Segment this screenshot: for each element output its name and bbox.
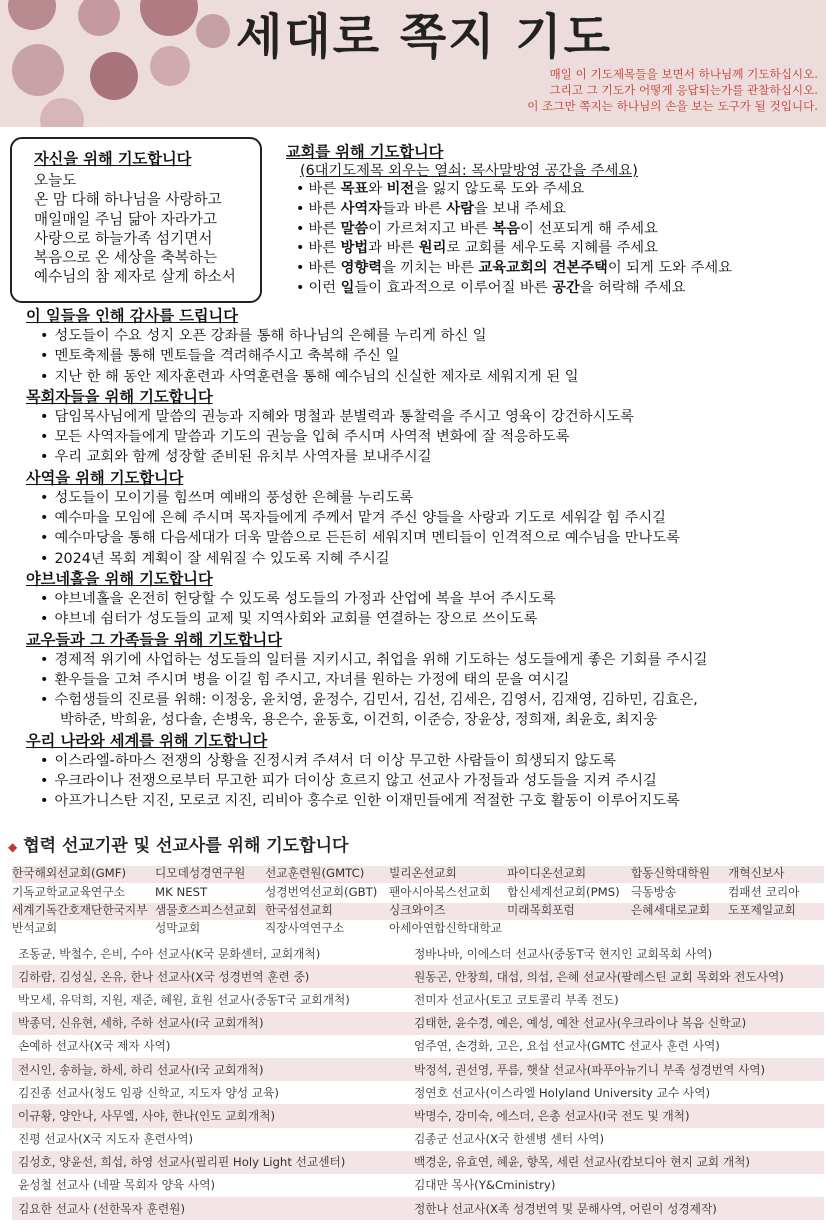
subtitle-line: 이 조그만 쪽지는 하나님의 손을 보는 도구가 될 것입니다. <box>527 99 818 113</box>
church-item: • 바른 목표와 비전을 잃지 않도록 도와 주세요 <box>296 180 821 200</box>
church-item: • 바른 방법과 바른 원리로 교회를 세우도록 지혜를 주세요 <box>296 239 821 259</box>
missionary-row: 김하람, 김성실, 온유, 한나 선교사(X국 성경번역 훈련 중) 원동곤, 안창희, 대섭, 의섭, 은혜 선교사(팔레스틴 교회 목회와 전도사역) <box>12 965 824 988</box>
list-item: • 환우들을 고쳐 주시며 병을 이길 힘 주시고, 자녀를 원하는 가정에 태의 문을 여시길 <box>40 670 821 690</box>
org-name: 컴패션 코리아 <box>728 884 800 899</box>
missionary-row: 손예하 선교사(X국 제자 사역) 엄주연, 손경화, 고은, 요섭 선교사(GMTC 선교사 훈련 사역) <box>18 1039 720 1054</box>
missionary-row: 김요한 선교사 (선한목자 훈련원) 정한나 선교사(X족 성경번역 및 문해사역, 어린이 성경제작) <box>12 1197 824 1220</box>
header-banner <box>0 0 826 127</box>
list-item: • 예수마을 모임에 은혜 주시며 목자들에게 주께서 맡겨 주신 양들을 사랑과 기도로 세워갈 힘 주시길 <box>40 508 821 528</box>
self-line: 온 맘 다해 하나님을 사랑하고 <box>34 191 222 209</box>
org-name: MK NEST <box>155 884 208 899</box>
church-list <box>296 180 821 299</box>
org-name: 파이디온선교회 <box>507 866 587 881</box>
missionary-row: 이규황, 양안나, 사무엘, 사야, 한나(인도 교회개척) 박명수, 강미숙, 에스더, 은총 선교사(I국 전도 및 개척) <box>12 1104 824 1127</box>
decor-circle <box>78 0 120 36</box>
partner-orgs <box>12 864 824 938</box>
list-item: • 성도들이 모이기를 힘쓰며 예배의 풍성한 은혜를 누리도록 <box>40 488 821 508</box>
section-heading: 목회자들을 위해 기도합니다 <box>26 387 213 406</box>
church-prayer <box>286 143 821 299</box>
self-heading: 자신을 위해 기도합니다 <box>34 150 192 168</box>
org-name: 개혁신보사 <box>728 866 785 881</box>
missionary-list <box>12 942 824 1220</box>
section-nation-world <box>26 731 821 812</box>
missionary-row: 조동균, 박철수, 은비, 수아 선교사(K국 문화센터, 교회개척) 정바나바, 이에스더 선교사(중동T국 현지인 교회목회 사역) <box>18 946 713 961</box>
org-name: 샘물호스피스선교회 <box>155 902 257 917</box>
list-item: • 예수마당을 통해 다음세대가 더욱 말씀으로 든든히 세워지며 멘티들이 인격적으로 예수님을 만나도록 <box>40 528 821 548</box>
list-item: • 야브네 쉼터가 성도들의 교제 및 지역사회와 교회를 연결하는 장으로 쓰이도록 <box>40 609 821 629</box>
self-line: 매일매일 주님 닮아 자라가고 <box>34 210 218 228</box>
org-name: 합신세계선교회(PMS) <box>507 884 620 899</box>
church-item: • 바른 영향력을 끼치는 바른 교육교회의 견본주택이 되게 도와 주세요 <box>296 259 821 279</box>
subtitle-line: 그리고 그 기도가 어떻게 응답되는가를 관찰하십시오. <box>549 83 818 97</box>
org-name: 미래목회포럼 <box>507 902 575 917</box>
section-thanks <box>26 306 821 387</box>
church-note: (6대기도제목 외우는 열쇠: 목사말방영 공간을 주세요) <box>300 163 638 179</box>
list-item-continuation: 박하준, 박희윤, 성다솔, 손병욱, 용은수, 윤동호, 이건희, 이준승, 장윤상, 정희재, 최윤호, 최지웅 <box>60 712 658 729</box>
org-name: 빌리온선교회 <box>389 866 457 881</box>
org-name: 싱크와이즈 <box>389 902 446 917</box>
org-name: 극동방송 <box>631 884 677 899</box>
partners-heading: ◆ 협력 선교기관 및 선교사를 위해 기도합니다 <box>8 836 349 856</box>
missionary-row: 김성호, 양윤선, 희섭, 하영 선교사(필리핀 Holy Light 선교센터) 백경운, 유효연, 혜윤, 향목, 세린 선교사(캄보디아 현지 교회 개척) <box>12 1151 824 1174</box>
list-item: • 멘토축제를 통해 멘토들을 격려해주시고 축복해 주신 일 <box>40 346 821 366</box>
org-name: 반석교회 <box>12 921 58 936</box>
self-prayer-box <box>10 137 262 303</box>
org-name: 합동신학대학원 <box>631 866 711 881</box>
list-item: • 아프가니스탄 지진, 모로코 지진, 리비아 홍수로 인한 이재민들에게 적절한 구호 활동이 이루어지도록 <box>40 791 821 811</box>
missionary-row: 박모세, 유덕희, 지원, 재준, 혜원, 효원 선교사(중동T국 교회개척) 전미자 선교사(토고 코토콜리 부족 전도) <box>18 992 619 1007</box>
org-name: 성막교회 <box>155 921 201 936</box>
org-name: 한국해외선교회(GMF) <box>12 866 127 881</box>
list-item: • 2024년 목회 계획이 잘 세워질 수 있도록 지혜 주시길 <box>40 549 821 569</box>
decor-circle <box>196 14 230 48</box>
church-item: • 바른 말씀이 가르쳐지고 바른 복음이 선포되게 해 주세요 <box>296 220 821 240</box>
diamond-icon: ◆ <box>8 840 18 854</box>
org-name: 디모데성경연구원 <box>155 866 246 881</box>
org-name: 한국섬선교회 <box>265 902 333 917</box>
org-name: 성경번역선교회(GBT) <box>265 884 378 899</box>
section-heading: 우리 나라와 세계를 위해 기도합니다 <box>26 731 268 750</box>
decor-circle <box>8 0 56 30</box>
org-name: 선교훈련원(GMTC) <box>265 866 365 881</box>
list-item: • 모든 사역자들에게 말씀과 기도의 권능을 입혀 주시며 사역적 변화에 잘 적응하도록 <box>40 427 821 447</box>
decor-circle <box>140 0 198 36</box>
church-heading: 교회를 위해 기도합니다 <box>286 143 444 161</box>
missionary-row: 박종덕, 신유현, 세하, 주하 선교사(I국 교회개척) 김태한, 윤수경, 예은, 예성, 예찬 선교사(우크라이나 복음 신학교) <box>12 1012 824 1035</box>
section-heading: 이 일들을 인해 감사를 드립니다 <box>26 307 238 325</box>
missionary-row: 전시인, 송하늘, 하세, 하리 선교사(I국 교회개척) 박정석, 권선영, 푸름, 햇살 선교사(파푸아뉴기니 부족 성경번역 사역) <box>12 1058 824 1081</box>
list-item: • 야브네홀을 온전히 헌당할 수 있도록 성도들의 가정과 산업에 복을 부어 주시도록 <box>40 589 821 609</box>
decor-circle <box>12 44 64 96</box>
section-ministry <box>26 468 821 569</box>
self-line: 예수님의 참 제자로 살게 하소서 <box>34 268 236 286</box>
section-members <box>26 630 821 731</box>
list-item: • 이스라엘-하마스 전쟁의 상황을 진정시켜 주셔서 더 이상 무고한 사람들이 희생되지 않도록 <box>40 751 821 771</box>
section-pastors <box>26 387 821 468</box>
church-item: • 이런 일들이 효과적으로 이루어질 바른 공간을 허락해 주세요 <box>296 279 821 299</box>
decor-circle <box>40 98 84 127</box>
missionary-row: 김진종 선교사(청도 임광 신학교, 지도자 양성 교육) 정연호 선교사(이스라엘 Holyland University 교수 사역) <box>18 1085 711 1100</box>
list-item: • 우크라이나 전쟁으로부터 무고한 피가 더이상 흐르지 않고 선교사 가정들과 성도들을 지켜 주시길 <box>40 771 821 791</box>
section-yavneh <box>26 569 821 630</box>
list-item: • 담임목사님에게 말씀의 권능과 지혜와 명철과 분별력과 통찰력을 주시고 영육이 강건하시도록 <box>40 407 821 427</box>
list-item: • 수험생들의 진로를 위해: 이정웅, 윤치영, 윤정수, 김민서, 김선, 김세은, 김영서, 김재영, 김하민, 김효은, <box>40 690 821 710</box>
list-item: • 성도들이 수요 성지 오픈 강좌를 통해 하나님의 은혜를 누리게 하신 일 <box>40 326 821 346</box>
self-line: 오늘도 <box>34 172 77 190</box>
page-title: 세대로 쪽지 기도 <box>236 9 612 65</box>
org-name: 아세아연합신학대학교 <box>389 921 502 936</box>
missionary-row: 진평 선교사(X국 지도자 훈련사역) 김종군 선교사(X국 한센병 센터 사역) <box>18 1132 605 1147</box>
section-heading: 교우들과 그 가족들을 위해 기도합니다 <box>26 630 282 649</box>
section-heading: 야브네홀을 위해 기도합니다 <box>26 569 213 588</box>
self-line: 복음으로 온 세상을 축복하는 <box>34 249 218 267</box>
list-item: • 지난 한 해 동안 제자훈련과 사역훈련을 통해 예수님의 신실한 제자로 세워지게 된 일 <box>40 367 821 387</box>
church-item: • 바른 사역자들과 바른 사람을 보내 주세요 <box>296 200 821 220</box>
subtitle-line: 매일 이 기도제목들을 보면서 하나님께 기도하십시오. <box>549 67 818 81</box>
self-line: 사랑으로 하늘가족 섬기면서 <box>34 229 213 247</box>
org-name: 도포제일교회 <box>728 902 796 917</box>
header-subtitle <box>527 66 818 114</box>
decor-circle <box>150 46 190 86</box>
list-item: • 경제적 위기에 사업하는 성도들의 일터를 지키시고, 취업을 위해 기도하는 성도들에게 좋은 기회를 주시길 <box>40 650 821 670</box>
section-heading: 사역을 위해 기도합니다 <box>26 468 184 487</box>
list-item: • 우리 교회와 함께 성장할 준비된 유치부 사역자를 보내주시길 <box>40 447 821 467</box>
org-name: 은혜세대로교회 <box>631 902 711 917</box>
org-name: 기독교학교교육연구소 <box>12 884 125 899</box>
missionary-row: 윤성철 선교사 (네팔 목회자 양육 사역) 김대만 목사(Y&Cministry) <box>18 1178 556 1193</box>
prayer-sections <box>26 306 821 812</box>
org-name: 팬아시아복스선교회 <box>389 884 491 899</box>
org-name: 직장사역연구소 <box>265 921 345 936</box>
decor-circle <box>90 52 138 100</box>
org-name: 세계기독간호재단한국지부 <box>12 902 148 917</box>
